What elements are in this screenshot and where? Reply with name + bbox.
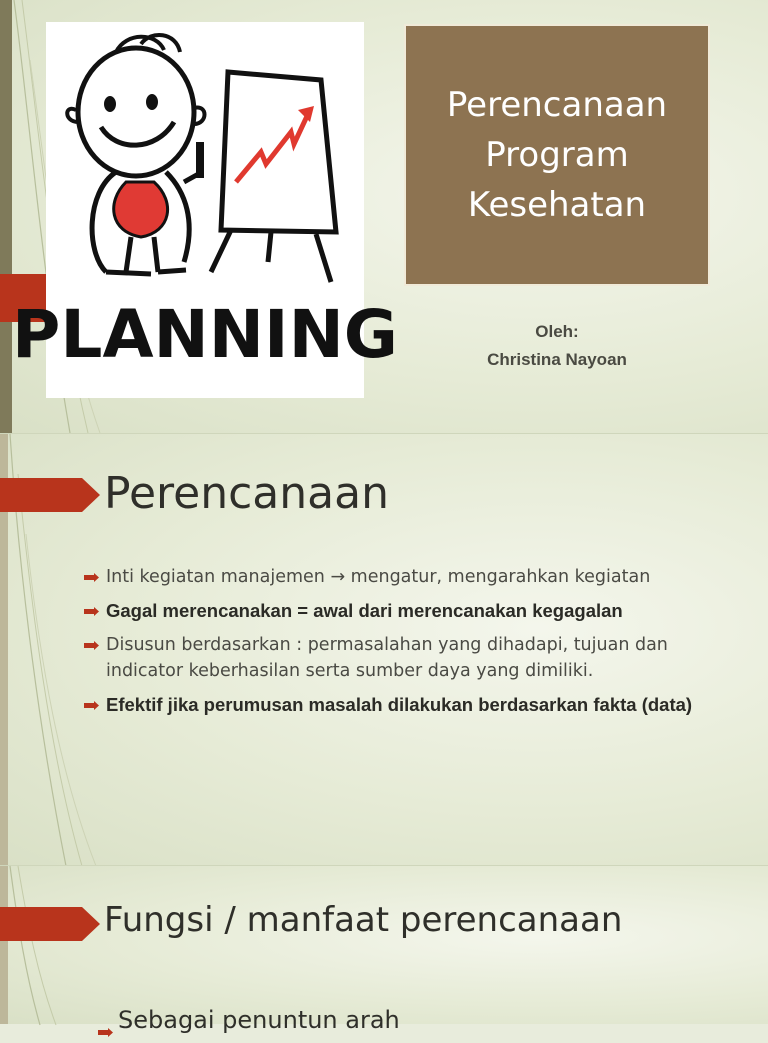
bullet-list (84, 564, 704, 726)
bullet-arrow-icon (98, 1015, 113, 1043)
title-line-1: Perencanaan (446, 85, 668, 125)
planning-illustration (12, 22, 398, 398)
bullet-item: Inti kegiatan manajemen → mengatur, mengarahkan kegiatan (84, 564, 704, 590)
title-box (404, 24, 710, 286)
bullet-arrow-icon (84, 641, 99, 650)
title-line-2: Program (485, 135, 629, 175)
bullet-arrow-icon (84, 573, 99, 582)
title-line-3: Kesehatan (467, 185, 647, 225)
byline (404, 318, 710, 374)
title-slide (0, 0, 768, 433)
bullet-arrow-icon (84, 701, 99, 710)
bullet-item: Gagal merencanakan = awal dari merencanakan kegagalan (84, 598, 704, 624)
slide-heading: Fungsi / manfaat perencanaan (104, 900, 623, 940)
slide-heading: Perencanaan (104, 468, 389, 519)
side-bar (0, 866, 8, 1024)
bullet-item: Disusun berdasarkan : permasalahan yang dihadapi, tujuan dan indicator keberhasilan serta sumber daya yang dimiliki. (84, 632, 704, 684)
byline-label: Oleh: (535, 322, 579, 341)
content-slide-fungsi (0, 865, 768, 1034)
bullet-item: Sebagai penuntun arah (118, 1006, 400, 1034)
decorative-swirl (0, 866, 120, 1025)
heading-marker-arrow (0, 907, 82, 941)
planning-cartoon-icon (12, 22, 398, 398)
right-arrow-icon: → (330, 567, 346, 587)
content-slide-perencanaan (0, 433, 768, 865)
bullet-arrow-icon (84, 607, 99, 616)
author-name: Christina Nayoan (487, 350, 627, 369)
side-bar (0, 0, 12, 433)
bullet-item: Efektif jika perumusan masalah dilakukan berdasarkan fakta (data) (84, 692, 704, 718)
heading-marker-arrow (0, 478, 82, 512)
svg-text:PLANNING: PLANNING (12, 296, 398, 373)
